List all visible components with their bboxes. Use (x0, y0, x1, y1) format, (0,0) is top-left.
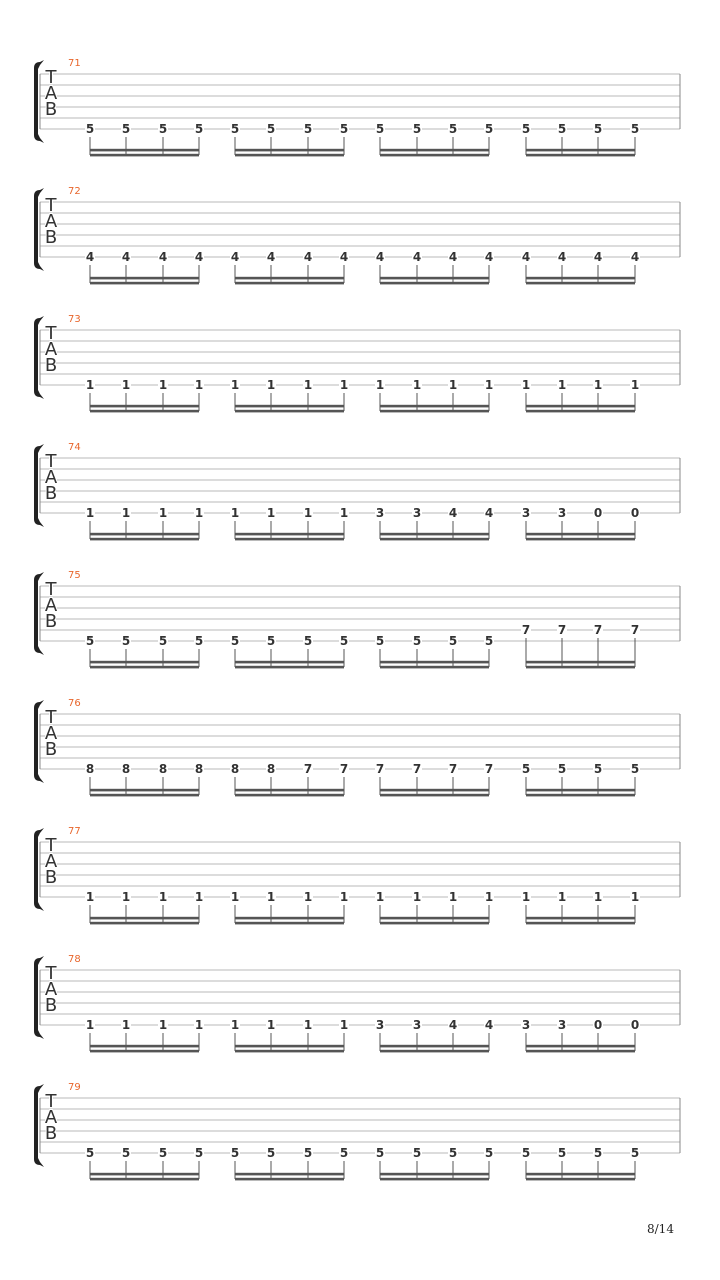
tab-staff (0, 1082, 720, 1210)
fret-number: 4 (630, 250, 640, 264)
tab-letter: A (44, 83, 58, 104)
fret-number: 8 (121, 762, 131, 776)
fret-number: 5 (412, 1146, 422, 1160)
fret-number: 5 (339, 1146, 349, 1160)
note-beam (526, 538, 635, 541)
note-beam (90, 1045, 199, 1048)
fret-number: 8 (230, 762, 240, 776)
note-beam (380, 1173, 489, 1176)
fret-number: 1 (521, 890, 531, 904)
fret-number: 5 (158, 1146, 168, 1160)
tab-measure-75 (0, 570, 720, 698)
fret-number: 4 (375, 250, 385, 264)
tab-measure-77 (0, 826, 720, 954)
fret-number: 5 (230, 634, 240, 648)
fret-number: 1 (121, 1018, 131, 1032)
note-beam (526, 1050, 635, 1053)
note-beam (526, 922, 635, 925)
fret-number: 7 (484, 762, 494, 776)
measure-number: 71 (68, 58, 81, 69)
note-beam (235, 789, 344, 792)
fret-number: 1 (412, 890, 422, 904)
fret-number: 1 (484, 378, 494, 392)
fret-number: 5 (194, 634, 204, 648)
note-beam (235, 533, 344, 536)
fret-number: 4 (85, 250, 95, 264)
fret-number: 1 (339, 506, 349, 520)
staff-bracket (34, 188, 44, 271)
fret-number: 1 (158, 378, 168, 392)
fret-number: 4 (448, 250, 458, 264)
fret-number: 1 (339, 1018, 349, 1032)
note-beam (90, 789, 199, 792)
tab-measure-79 (0, 1082, 720, 1210)
staff-bracket (34, 956, 44, 1039)
note-beam (526, 533, 635, 536)
fret-number: 4 (194, 250, 204, 264)
note-beam (235, 149, 344, 152)
tab-letter: B (44, 99, 58, 120)
tab-letter: A (44, 723, 58, 744)
note-beam (235, 666, 344, 669)
fret-number: 4 (521, 250, 531, 264)
tab-letter: A (44, 467, 58, 488)
note-beam (380, 277, 489, 280)
tab-letter: T (45, 963, 57, 984)
note-beam (380, 533, 489, 536)
fret-number: 7 (521, 623, 531, 637)
fret-number: 5 (230, 1146, 240, 1160)
fret-number: 1 (85, 506, 95, 520)
note-beam (380, 661, 489, 664)
staff-bracket (34, 572, 44, 655)
fret-number: 1 (230, 506, 240, 520)
note-beam (90, 666, 199, 669)
fret-number: 5 (339, 122, 349, 136)
note-beam (90, 661, 199, 664)
note-beam (90, 154, 199, 157)
fret-number: 5 (121, 1146, 131, 1160)
tab-letter: T (45, 67, 57, 88)
fret-number: 5 (194, 1146, 204, 1160)
fret-number: 1 (194, 1018, 204, 1032)
note-beam (526, 410, 635, 413)
fret-number: 5 (85, 122, 95, 136)
note-beam (380, 410, 489, 413)
fret-number: 1 (266, 506, 276, 520)
fret-number: 4 (121, 250, 131, 264)
tab-staff (0, 570, 720, 698)
fret-number: 1 (121, 378, 131, 392)
tab-measure-78 (0, 954, 720, 1082)
fret-number: 3 (375, 506, 385, 520)
tab-letter: B (44, 483, 58, 504)
fret-number: 1 (121, 506, 131, 520)
fret-number: 3 (412, 506, 422, 520)
fret-number: 5 (158, 634, 168, 648)
tab-measure-72 (0, 186, 720, 314)
note-beam (235, 661, 344, 664)
fret-number: 1 (630, 378, 640, 392)
note-beam (235, 1050, 344, 1053)
note-beam (235, 1045, 344, 1048)
fret-number: 1 (303, 506, 313, 520)
note-beam (235, 405, 344, 408)
note-beam (380, 1045, 489, 1048)
fret-number: 3 (412, 1018, 422, 1032)
tab-letter: T (45, 835, 57, 856)
fret-number: 1 (85, 378, 95, 392)
fret-number: 3 (521, 506, 531, 520)
fret-number: 3 (375, 1018, 385, 1032)
fret-number: 4 (266, 250, 276, 264)
measure-number: 72 (68, 186, 81, 197)
fret-number: 8 (194, 762, 204, 776)
measure-number: 79 (68, 1082, 81, 1093)
staff-bracket (34, 828, 44, 911)
note-beam (235, 917, 344, 920)
fret-number: 1 (194, 378, 204, 392)
fret-number: 7 (339, 762, 349, 776)
fret-number: 5 (521, 762, 531, 776)
fret-number: 1 (557, 890, 567, 904)
note-beam (380, 789, 489, 792)
staff-bracket (34, 444, 44, 527)
fret-number: 1 (375, 378, 385, 392)
tab-staff (0, 826, 720, 954)
fret-number: 1 (593, 890, 603, 904)
fret-number: 5 (448, 634, 458, 648)
fret-number: 1 (85, 890, 95, 904)
fret-number: 4 (448, 506, 458, 520)
note-beam (526, 794, 635, 797)
fret-number: 3 (521, 1018, 531, 1032)
note-beam (380, 154, 489, 157)
fret-number: 1 (375, 890, 385, 904)
fret-number: 5 (339, 634, 349, 648)
note-beam (526, 1173, 635, 1176)
staff-bracket (34, 700, 44, 783)
fret-number: 1 (158, 890, 168, 904)
fret-number: 1 (593, 378, 603, 392)
note-beam (235, 154, 344, 157)
fret-number: 1 (448, 378, 458, 392)
note-beam (90, 1050, 199, 1053)
note-beam (90, 538, 199, 541)
fret-number: 1 (412, 378, 422, 392)
tab-letter: A (44, 1107, 58, 1128)
tab-letter: A (44, 595, 58, 616)
note-beam (526, 917, 635, 920)
fret-number: 1 (194, 506, 204, 520)
fret-number: 5 (448, 1146, 458, 1160)
page-number: 8/14 (647, 1222, 674, 1236)
fret-number: 5 (630, 122, 640, 136)
tab-staff (0, 58, 720, 186)
fret-number: 5 (303, 634, 313, 648)
fret-number: 0 (593, 506, 603, 520)
tab-letter: B (44, 611, 58, 632)
staff-bracket (34, 60, 44, 143)
fret-number: 8 (158, 762, 168, 776)
note-beam (526, 277, 635, 280)
note-beam (526, 1178, 635, 1181)
fret-number: 1 (230, 1018, 240, 1032)
fret-number: 5 (521, 122, 531, 136)
note-beam (235, 1178, 344, 1181)
fret-number: 5 (593, 122, 603, 136)
fret-number: 5 (194, 122, 204, 136)
fret-number: 1 (484, 890, 494, 904)
note-beam (380, 917, 489, 920)
note-beam (380, 794, 489, 797)
note-beam (235, 1173, 344, 1176)
fret-number: 1 (630, 890, 640, 904)
note-beam (380, 538, 489, 541)
note-beam (235, 277, 344, 280)
staff-bracket (34, 1084, 44, 1167)
fret-number: 5 (521, 1146, 531, 1160)
tab-letter: A (44, 851, 58, 872)
tab-letter: B (44, 227, 58, 248)
fret-number: 7 (448, 762, 458, 776)
tab-letter: A (44, 211, 58, 232)
fret-number: 8 (85, 762, 95, 776)
fret-number: 1 (303, 378, 313, 392)
fret-number: 4 (230, 250, 240, 264)
fret-number: 0 (630, 506, 640, 520)
note-beam (380, 149, 489, 152)
fret-number: 7 (412, 762, 422, 776)
tab-letter: B (44, 355, 58, 376)
measure-number: 75 (68, 570, 81, 581)
tab-letter: T (45, 451, 57, 472)
fret-number: 4 (448, 1018, 458, 1032)
fret-number: 4 (412, 250, 422, 264)
tab-letter: B (44, 739, 58, 760)
note-beam (526, 154, 635, 157)
fret-number: 5 (266, 634, 276, 648)
note-beam (90, 794, 199, 797)
fret-number: 1 (230, 890, 240, 904)
fret-number: 5 (593, 1146, 603, 1160)
fret-number: 4 (484, 250, 494, 264)
fret-number: 1 (303, 1018, 313, 1032)
note-beam (235, 922, 344, 925)
fret-number: 5 (412, 122, 422, 136)
fret-number: 5 (630, 1146, 640, 1160)
fret-number: 1 (448, 890, 458, 904)
tab-measure-74 (0, 442, 720, 570)
note-beam (235, 794, 344, 797)
note-beam (380, 282, 489, 285)
note-beam (90, 277, 199, 280)
fret-number: 5 (630, 762, 640, 776)
note-beam (526, 1045, 635, 1048)
tab-measure-71 (0, 58, 720, 186)
fret-number: 1 (266, 378, 276, 392)
measure-number: 76 (68, 698, 81, 709)
staff-bracket (34, 316, 44, 399)
fret-number: 5 (484, 1146, 494, 1160)
measure-number: 77 (68, 826, 81, 837)
note-beam (90, 1173, 199, 1176)
tab-letter: B (44, 995, 58, 1016)
fret-number: 5 (484, 634, 494, 648)
fret-number: 1 (339, 890, 349, 904)
tab-letter: A (44, 339, 58, 360)
note-beam (235, 282, 344, 285)
fret-number: 4 (158, 250, 168, 264)
fret-number: 5 (85, 634, 95, 648)
tab-letter: T (45, 579, 57, 600)
note-beam (380, 1178, 489, 1181)
note-beam (526, 666, 635, 669)
fret-number: 5 (412, 634, 422, 648)
fret-number: 4 (593, 250, 603, 264)
fret-number: 1 (158, 1018, 168, 1032)
fret-number: 4 (339, 250, 349, 264)
note-beam (90, 282, 199, 285)
fret-number: 5 (557, 1146, 567, 1160)
tab-letter: T (45, 707, 57, 728)
fret-number: 4 (557, 250, 567, 264)
fret-number: 5 (375, 634, 385, 648)
note-beam (380, 922, 489, 925)
fret-number: 5 (266, 1146, 276, 1160)
fret-number: 7 (557, 623, 567, 637)
fret-number: 3 (557, 1018, 567, 1032)
fret-number: 5 (303, 1146, 313, 1160)
fret-number: 5 (448, 122, 458, 136)
note-beam (526, 282, 635, 285)
note-beam (526, 149, 635, 152)
fret-number: 8 (266, 762, 276, 776)
tab-letter: T (45, 1091, 57, 1112)
note-beam (526, 789, 635, 792)
fret-number: 0 (593, 1018, 603, 1032)
fret-number: 7 (375, 762, 385, 776)
fret-number: 7 (593, 623, 603, 637)
fret-number: 7 (630, 623, 640, 637)
fret-number: 4 (303, 250, 313, 264)
note-beam (235, 538, 344, 541)
fret-number: 1 (266, 1018, 276, 1032)
tab-staff (0, 954, 720, 1082)
fret-number: 5 (303, 122, 313, 136)
tab-letter: B (44, 867, 58, 888)
note-beam (90, 410, 199, 413)
note-beam (380, 1050, 489, 1053)
fret-number: 5 (557, 122, 567, 136)
fret-number: 5 (593, 762, 603, 776)
note-beam (380, 666, 489, 669)
fret-number: 1 (339, 378, 349, 392)
fret-number: 1 (521, 378, 531, 392)
note-beam (90, 405, 199, 408)
fret-number: 5 (230, 122, 240, 136)
tab-staff (0, 698, 720, 826)
fret-number: 5 (484, 122, 494, 136)
tab-staff (0, 442, 720, 570)
fret-number: 0 (630, 1018, 640, 1032)
fret-number: 5 (375, 122, 385, 136)
fret-number: 7 (303, 762, 313, 776)
note-beam (90, 149, 199, 152)
tab-letter: B (44, 1123, 58, 1144)
measure-number: 74 (68, 442, 81, 453)
note-beam (526, 405, 635, 408)
tab-measure-73 (0, 314, 720, 442)
note-beam (90, 1178, 199, 1181)
fret-number: 1 (557, 378, 567, 392)
note-beam (526, 661, 635, 664)
fret-number: 1 (194, 890, 204, 904)
fret-number: 4 (484, 506, 494, 520)
note-beam (90, 533, 199, 536)
fret-number: 5 (121, 122, 131, 136)
note-beam (380, 405, 489, 408)
fret-number: 1 (266, 890, 276, 904)
note-beam (235, 410, 344, 413)
measure-number: 73 (68, 314, 81, 325)
fret-number: 5 (158, 122, 168, 136)
fret-number: 3 (557, 506, 567, 520)
note-beam (90, 922, 199, 925)
fret-number: 5 (121, 634, 131, 648)
fret-number: 4 (484, 1018, 494, 1032)
fret-number: 5 (375, 1146, 385, 1160)
tab-staff (0, 186, 720, 314)
fret-number: 1 (121, 890, 131, 904)
measure-number: 78 (68, 954, 81, 965)
note-beam (90, 917, 199, 920)
tab-letter: T (45, 195, 57, 216)
tab-letter: A (44, 979, 58, 1000)
fret-number: 1 (303, 890, 313, 904)
fret-number: 5 (266, 122, 276, 136)
fret-number: 1 (230, 378, 240, 392)
fret-number: 1 (158, 506, 168, 520)
tab-staff (0, 314, 720, 442)
tab-letter: T (45, 323, 57, 344)
fret-number: 5 (557, 762, 567, 776)
tab-measure-76 (0, 698, 720, 826)
fret-number: 5 (85, 1146, 95, 1160)
fret-number: 1 (85, 1018, 95, 1032)
